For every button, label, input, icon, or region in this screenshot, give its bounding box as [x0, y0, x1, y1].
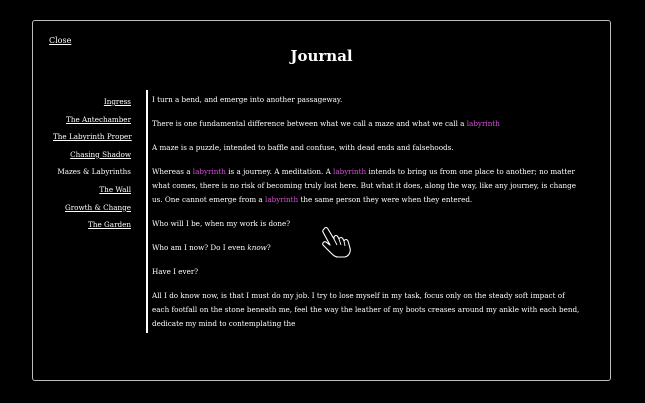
- hand-pointer-icon: [318, 226, 352, 258]
- chapter-link-the-garden[interactable]: The Garden: [88, 220, 131, 230]
- journal-paragraph: I turn a bend, and emerge into another passageway.: [152, 95, 343, 104]
- keyword-labyrinth: labyrinth: [466, 119, 500, 128]
- chapter-link-labyrinth-proper[interactable]: The Labyrinth Proper: [53, 132, 132, 142]
- chapter-list: [53, 93, 131, 234]
- journal-paragraph: A maze is a puzzle, intended to baffle and confuse, with dead ends and falsehoods.: [152, 143, 454, 152]
- chapter-link-the-wall[interactable]: The Wall: [99, 184, 131, 194]
- chapter-current-mazes-labyrinths: Mazes & Labyrinths: [57, 167, 131, 177]
- journal-title: Journal: [290, 47, 353, 65]
- journal-paragraph: Who am I now? Do I even know?: [152, 243, 271, 252]
- keyword-labyrinth: labyrinth: [333, 167, 367, 176]
- journal-paragraph: Have I ever?: [152, 267, 199, 276]
- content-divider: [146, 90, 148, 333]
- chapter-link-chasing-shadow[interactable]: Chasing Shadow: [70, 149, 131, 159]
- journal-paragraph: Whereas a labyrinth is a journey. A meditation. A labyrinth intends to bring us from one place to another; no matter what comes, there is no risk of becoming truly lost here. But what it does, along the way, like any journey, is change us. One cannot emerge from a labyrinth the same person they were when they entered.: [152, 167, 577, 204]
- chapter-link-growth-change[interactable]: Growth & Change: [64, 202, 131, 212]
- keyword-labyrinth: labyrinth: [192, 167, 226, 176]
- journal-modal: [32, 20, 611, 381]
- journal-paragraph: There is one fundamental difference between what we call a maze and what we call a labyrinth: [152, 119, 500, 128]
- journal-paragraph: All I do know now, is that I must do my job. I try to lose myself in my task, focus only on the steady soft impact of each footfall on the stone beneath me, feel the way the leather of my boots creases around my ankle with each bend, dedicate my mind to contemplating the: [152, 291, 580, 328]
- chapter-link-ingress[interactable]: Ingress: [103, 97, 131, 106]
- keyword-labyrinth: labyrinth: [265, 195, 299, 204]
- journal-content[interactable]: [152, 93, 584, 331]
- journal-paragraph: Who will I be, when my work is done?: [152, 219, 291, 228]
- chapter-link-antechamber[interactable]: The Antechamber: [66, 114, 131, 124]
- close-link[interactable]: Close: [49, 36, 72, 45]
